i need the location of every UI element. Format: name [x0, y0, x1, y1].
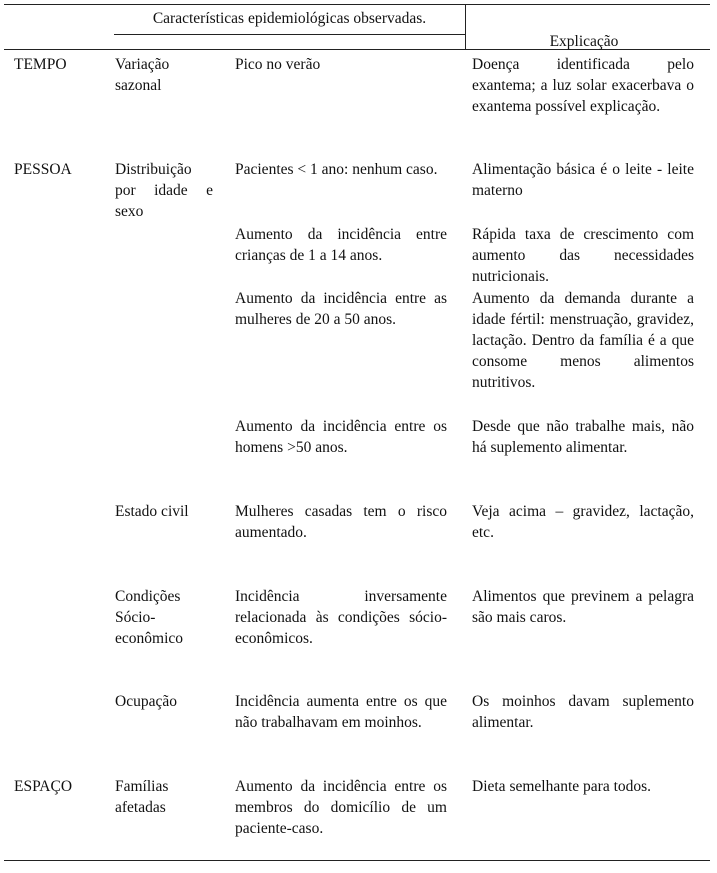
explanation-married-women: Veja acima – gravidez, lactação, etc.: [472, 503, 694, 541]
feature-affected-families: Famílias afetadas: [115, 778, 169, 816]
explanation-household: Dieta semelhante para todos.: [472, 778, 652, 795]
observation-household: Aumento da incidência entre os membros do domicílio de um paciente-caso.: [235, 778, 447, 837]
feature-occupation: Ocupação: [115, 693, 177, 710]
explanation-occupation: Os moinhos davam suplemento alimentar.: [472, 693, 694, 731]
observation-occupation: Incidência aumenta entre os que não trabalhavam em moinhos.: [235, 693, 447, 731]
explanation-women: Aumento da demanda durante a idade fértil: menstruação, gravidez, lactação. Dentro da família é a que consome menos alimentos nutritivos.: [472, 290, 694, 391]
feature-age-sex-distribution: Distribuição por idade e sexo: [115, 161, 213, 220]
category-tempo: TEMPO: [14, 56, 67, 73]
observation-socioeconomic: Incidência inversamente relacionada às condições sócio-econômicos.: [235, 588, 447, 647]
table-top-rule: [4, 4, 710, 5]
explanation-under-1: Alimentação básica é o leite - leite materno: [472, 161, 694, 199]
observation-summer-peak: Pico no verão: [235, 56, 321, 73]
header-inner-rule: [114, 34, 465, 35]
explanation-socioeconomic: Alimentos que previnem a pelagra são mais caros.: [472, 588, 694, 626]
feature-socioeconomic: Condições Sócio-econômico: [115, 588, 184, 647]
header-divider: [465, 4, 466, 49]
table-bottom-rule: [4, 860, 710, 861]
explanation-children: Rápida taxa de crescimento com aumento das necessidades nutricionais.: [472, 226, 694, 285]
header-explanation: Explicação: [549, 33, 619, 50]
category-espaco: ESPAÇO: [14, 778, 73, 795]
observation-children: Aumento da incidência entre crianças de 1 a 14 anos.: [235, 226, 447, 264]
observation-women: Aumento da incidência entre as mulheres de 20 a 50 anos.: [235, 290, 447, 328]
feature-marital-status: Estado civil: [115, 503, 189, 520]
header-observed-characteristics: Características epidemiológicas observadas.: [152, 10, 427, 27]
category-pessoa: PESSOA: [14, 161, 72, 178]
explanation-tempo: Doença identificada pelo exantema; a luz solar exacerbava o exantema possível explicação.: [472, 56, 694, 115]
explanation-men: Desde que não trabalhe mais, não há suplemento alimentar.: [472, 418, 694, 456]
observation-men: Aumento da incidência entre os homens >50 anos.: [235, 418, 447, 456]
observation-under-1: Pacientes < 1 ano: nenhum caso.: [235, 161, 438, 178]
feature-seasonal-variation: Variação sazonal: [115, 56, 170, 94]
observation-married-women: Mulheres casadas tem o risco aumentado.: [235, 503, 447, 541]
